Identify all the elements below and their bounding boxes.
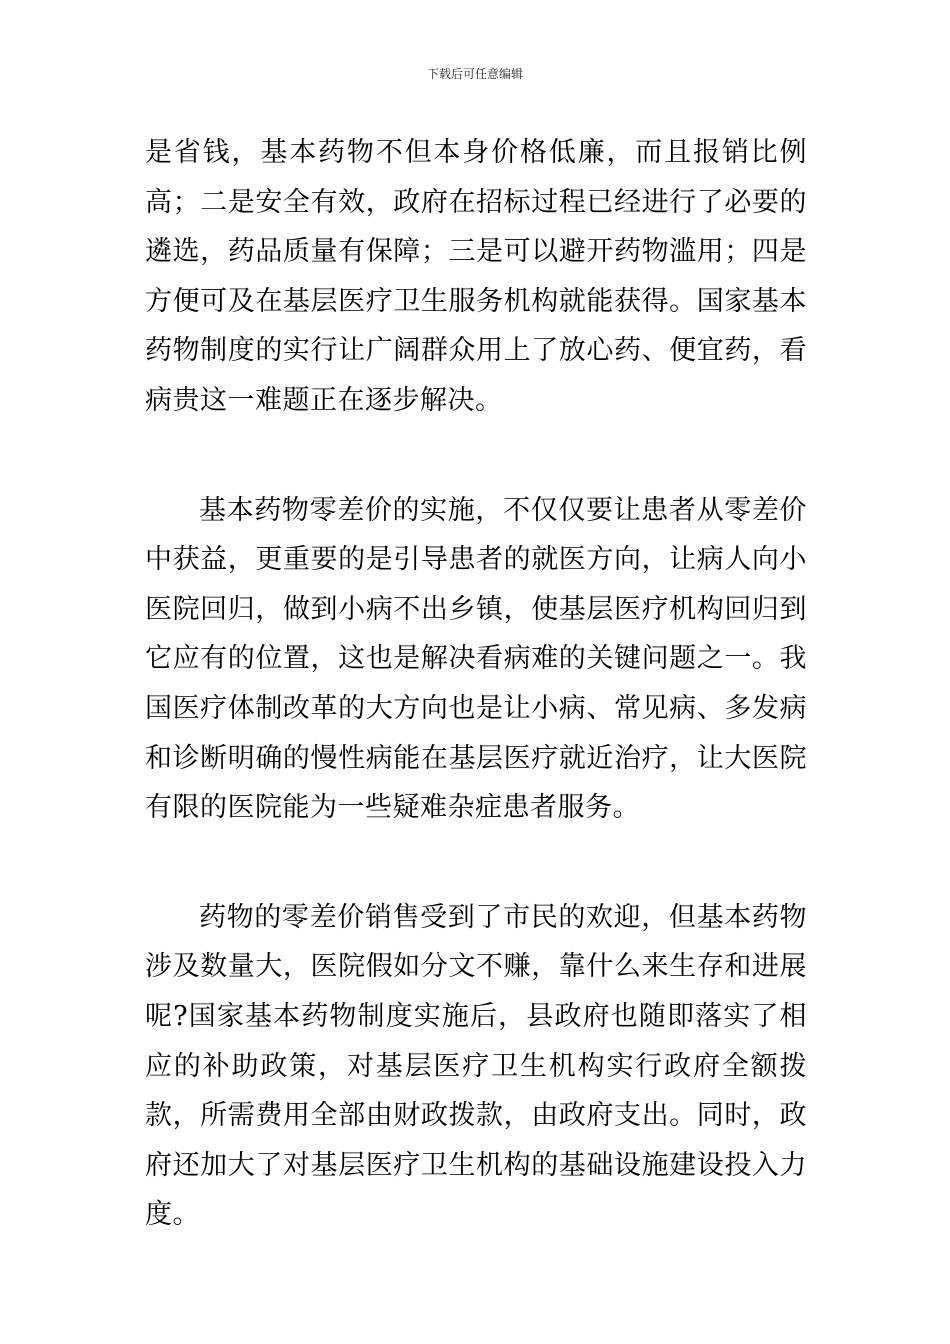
- paragraph-spacer: [145, 833, 807, 893]
- paragraph-3: 药物的零差价销售受到了市民的欢迎，但基本药物涉及数量大，医院假如分文不赚，靠什么来生存和进展呢?国家基本药物制度实施后，县政府也随即落实了相应的补助政策，对基层医疗卫生机构实行政府全额拨款，所需费用全部由财政拨款，由政府支出。同时，政府还加大了对基层医疗卫生机构的基础设施建设投入力度。: [145, 901, 807, 1231]
- paragraph-1: 是省钱，基本药物不但本身价格低廉，而且报销比例高；二是安全有效，政府在招标过程已经进行了必要的遴选，药品质量有保障；三是可以避开药物滥用；四是方便可及在基层医疗卫生服务机构就能获得。国家基本药物制度的实行让广阔群众用上了放心药、便宜药，看病贵这一难题正在逐步解决。: [145, 137, 807, 416]
- document-body: [145, 128, 807, 1240]
- page-header: 下载后可任意编辑: [426, 67, 523, 81]
- paragraph-spacer: [145, 426, 807, 486]
- paragraph-2: 基本药物零差价的实施，不仅仅要让患者从零差价中获益，更重要的是引导患者的就医方向，让病人向小医院回归，做到小病不出乡镇，使基层医疗机构回归到它应有的位置，这也是解决看病难的关键问题之一。我国医疗体制改革的大方向也是让小病、常见病、多发病和诊断明确的慢性病能在基层医疗就近治疗，让大医院有限的医院能为一些疑难杂症患者服务。: [145, 494, 807, 824]
